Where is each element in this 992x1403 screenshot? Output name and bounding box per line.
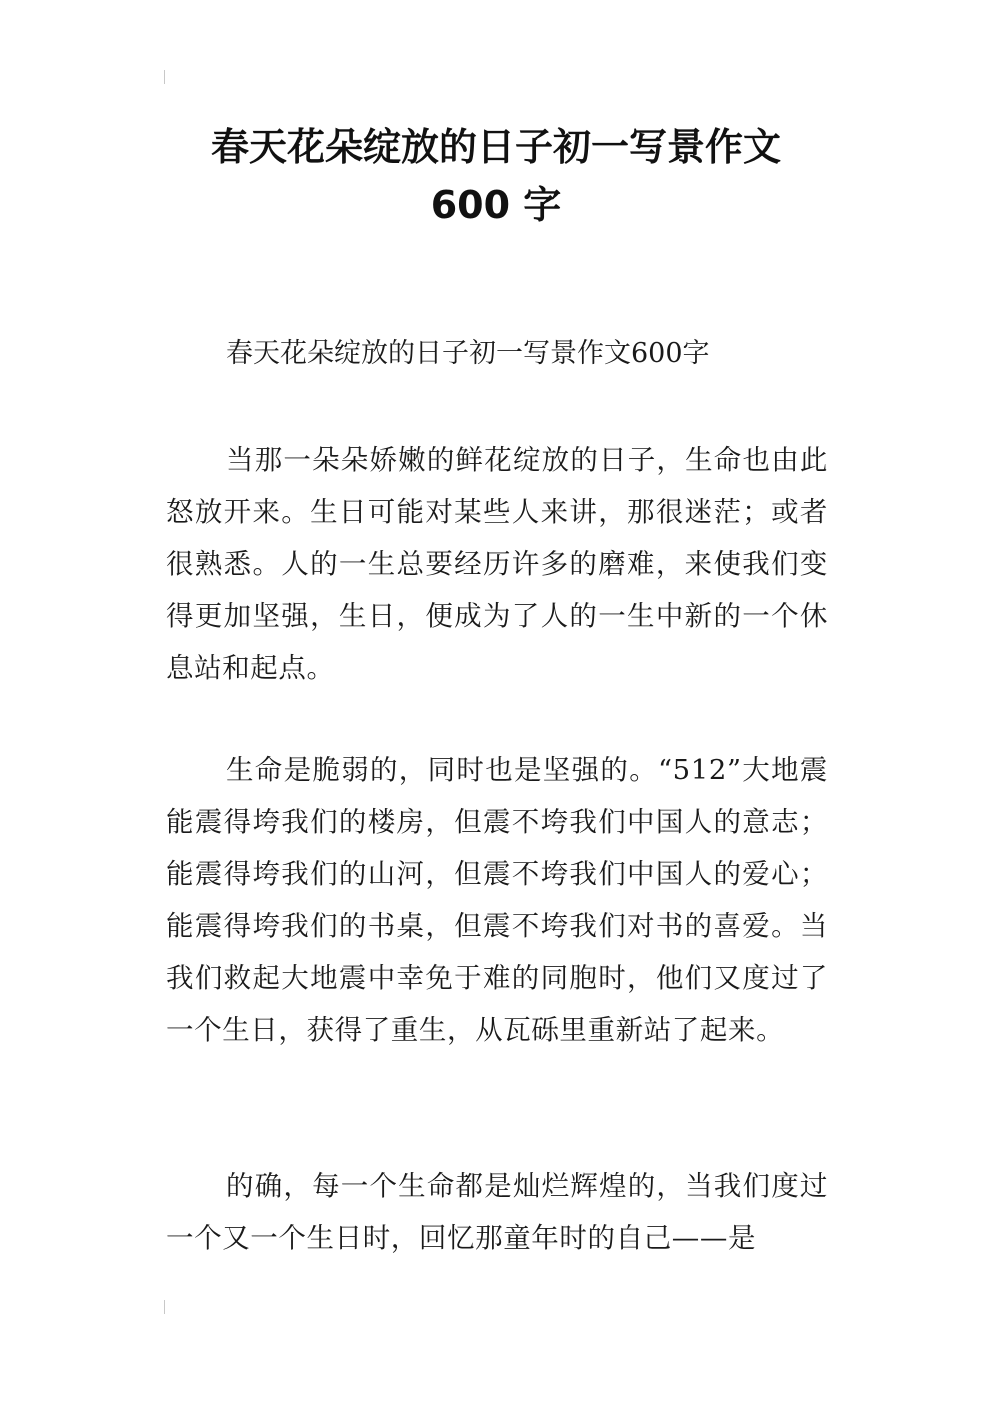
- page-corner-mark-bottom: [164, 1300, 165, 1314]
- title-line-1: 春天花朵绽放的日子初一写景作文: [210, 125, 781, 169]
- document-subtitle: 春天花朵绽放的日子初一写景作文600字: [226, 338, 710, 369]
- paragraph-3: 的确，每一个生命都是灿烂辉煌的，当我们度过一个又一个生日时，回忆那童年时的自己——是: [166, 1170, 828, 1254]
- page-corner-mark-top: [164, 70, 165, 84]
- title-line-2: 600 字: [430, 183, 562, 227]
- document-title: [100, 118, 892, 234]
- paragraph-1: 当那一朵朵娇嫩的鲜花绽放的日子，生命也由此怒放开来。生日可能对某些人来讲，那很迷茫；或者很熟悉。人的一生总要经历许多的磨难，来使我们变得更加坚强，生日，便成为了人的一生中新的一个休息站和起点。: [166, 444, 828, 684]
- paragraph-2: 生命是脆弱的，同时也是坚强的。“512”大地震能震得垮我们的楼房，但震不垮我们中国人的意志；能震得垮我们的山河，但震不垮我们中国人的爱心；能震得垮我们的书桌，但震不垮我们对书的喜爱。当我们救起大地震中幸免于难的同胞时，他们又度过了一个生日，获得了重生，从瓦砾里重新站了起来。: [166, 754, 828, 1046]
